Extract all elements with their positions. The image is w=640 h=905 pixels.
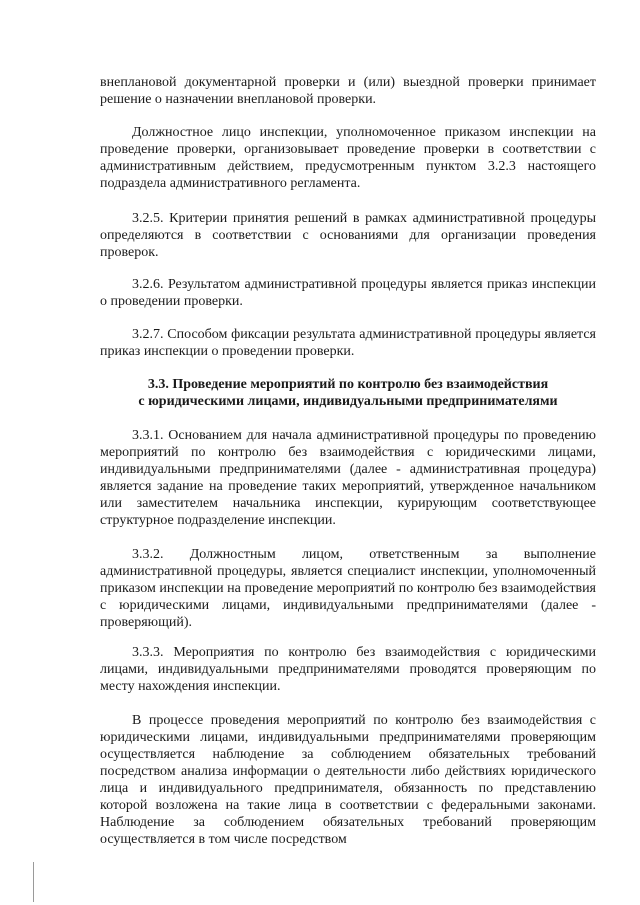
section-heading-3-3	[100, 376, 596, 410]
paragraph-3-3-3: 3.3.3. Мероприятия по контролю без взаимодействия с юридическими лицами, индивидуальными предпринимателями проводятся проверяющим по месту нахождения инспекции.	[100, 645, 596, 694]
section-heading-line2: с юридическими лицами, индивидуальными предпринимателями	[138, 394, 558, 409]
scan-margin-line	[33, 862, 34, 902]
paragraph-observation: В процессе проведения мероприятий по контролю без взаимодействия с юридическими лицами, индивидуальными предпринимателями проверяющим осуществляется наблюдение за соблюдением обязательных требований посредством анализа информации о деятельности либо действиях юридического лица и индивидуального предпринимателя, обязанность по представлению которой возложена на такие лица в соответствии с федеральными законами. Наблюдение за соблюдением обязательных требований проверяющим осуществляется в том числе посредством	[100, 713, 596, 847]
paragraph-3-2-5: 3.2.5. Критерии принятия решений в рамках административной процедуры определяются в соответствии с основаниями для организации проведения проверок.	[100, 211, 596, 260]
section-heading-line1: 3.3. Проведение мероприятий по контролю без взаимодействия	[147, 377, 549, 392]
paragraph-official-organizes: Должностное лицо инспекции, уполномоченное приказом инспекции на проведение проверки, организовывает проведение проверки в соответствии с административным действием, предусмотренным пунктом 3.2.3 настоящего подраздела административного регламента.	[100, 125, 596, 191]
paragraph-continuation: внеплановой документарной проверки и (или) выездной проверки принимает решение о назначении внеплановой проверки.	[100, 75, 596, 107]
paragraph-3-2-7: 3.2.7. Способом фиксации результата административной процедуры является приказ инспекции о проведении проверки.	[100, 327, 596, 359]
paragraph-3-3-2: 3.3.2. Должностным лицом, ответственным за выполнение административной процедуры, является специалист инспекции, уполномоченный приказом инспекции на проведение мероприятий по контролю без взаимодействия с юридическими лицами, индивидуальными предпринимателями (далее - проверяющий).	[100, 547, 596, 630]
paragraph-3-2-6: 3.2.6. Результатом административной процедуры является приказ инспекции о проведении проверки.	[100, 277, 596, 309]
paragraph-3-3-1: 3.3.1. Основанием для начала административной процедуры по проведению мероприятий по контролю без взаимодействия с юридическими лицами, индивидуальными предпринимателями (далее - административная процедура) является задание на проведение таких мероприятий, утвержденное начальником или заместителем начальника инспекции, курирующим соответствующее структурное подразделение инспекции.	[100, 428, 596, 528]
